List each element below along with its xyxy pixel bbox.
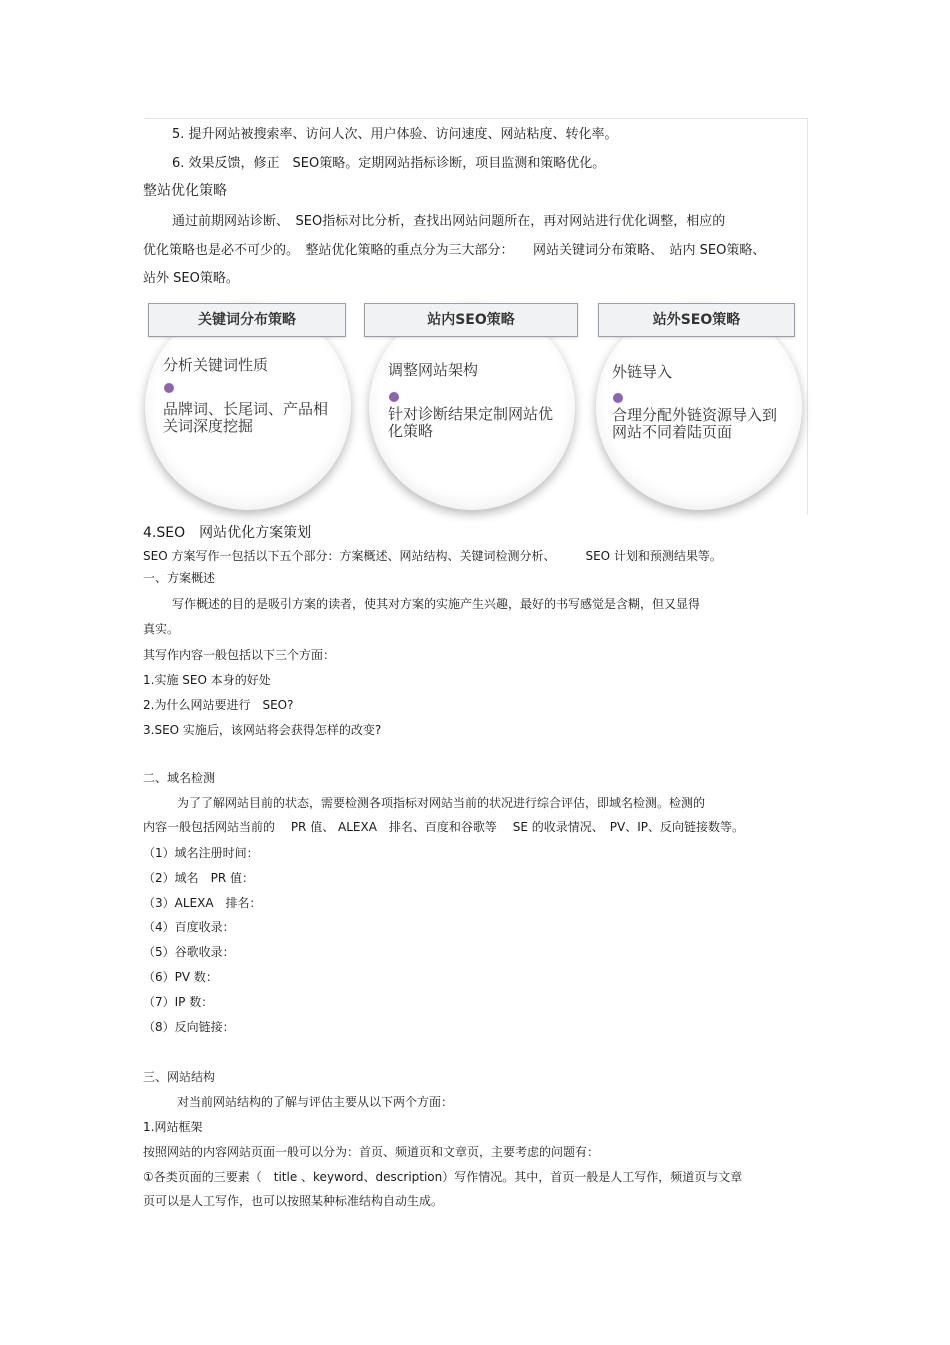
paragraph-line: 站外 SEO策略。 [143, 271, 239, 286]
bullet-dot [164, 383, 174, 393]
card-point: 分析关键词性质 [163, 356, 269, 374]
card-title: 站外SEO策略 [598, 303, 795, 337]
list-item: （1）域名注册时间： [143, 846, 259, 860]
card-point: 品牌词、长尾词、产品相关词深度挖掘 [163, 400, 329, 435]
paragraph-line: 其写作内容一般包括以下三个方面： [143, 648, 336, 662]
list-item: （3）ALEXA 排名： [143, 896, 262, 910]
paragraph-line: 为了了解网站目前的状态，需要检测各项指标对网站当前的状况进行综合评估，即域名检测。检测的 [177, 796, 706, 810]
subsection-title: 三、网站结构 [143, 1070, 216, 1084]
list-item: 3.SEO 实施后，该网站将会获得怎样的改变? [143, 723, 382, 737]
list-item: （6）PV 数： [143, 970, 218, 984]
paragraph-line: 通过前期网站诊断、 SEO指标对比分析，查找出网站问题所在，再对网站进行优化调整，相应的 [172, 214, 726, 229]
list-item: （2）域名 PR 值： [143, 871, 255, 885]
list-item: （5）谷歌收录： [143, 945, 235, 959]
paragraph-line: SEO 方案写作一包括以下五个部分：方案概述、网站结构、关键词检测分析、 SEO 计划和预测结果等。 [143, 549, 722, 563]
list-item: （8）反向链接： [143, 1020, 235, 1034]
card-point: 针对诊断结果定制网站优化策略 [388, 405, 554, 440]
paragraph-line: 真实。 [143, 622, 180, 636]
paragraph-line: 页可以是人工写作，也可以按照某种标准结构自动生成。 [143, 1194, 444, 1208]
list-item-5: 5. 提升网站被搜索率、访问人次、用户体验、访问速度、网站粘度、转化率。 [172, 127, 618, 142]
paragraph-line: 写作概述的目的是吸引方案的读者，使其对方案的实施产生兴趣，最好的书写感觉是含糊，但又显得 [172, 597, 701, 611]
subsection-title: 一、方案概述 [143, 571, 216, 585]
paragraph-line: ①各类页面的三要素（ title 、keyword、description）写作情况。其中，首页一般是人工写作，频道页与文章 [143, 1170, 743, 1184]
list-item: 2.为什么网站要进行 SEO? [143, 698, 294, 712]
paragraph-line: 按照网站的内容网站页面一般可以分为：首页、频道页和文章页，主要考虑的问题有： [143, 1145, 600, 1159]
list-item: （7）IP 数： [143, 995, 214, 1009]
card-title: 站内SEO策略 [364, 303, 578, 337]
card-point: 合理分配外链资源导入到网站不同着陆页面 [612, 406, 778, 441]
bullet-dot [613, 393, 623, 403]
paragraph-line: 对当前网站结构的了解与评估主要从以下两个方面： [177, 1095, 454, 1109]
list-item-6: 6. 效果反馈，修正 SEO策略。定期网站指标诊断，项目监测和策略优化。 [172, 156, 606, 171]
card-point: 调整网站架构 [388, 361, 479, 379]
section-title: 4.SEO 网站优化方案策划 [143, 525, 312, 541]
list-item: 1.网站框架 [143, 1120, 203, 1134]
paragraph-line: 内容一般包括网站当前的 PR 值、 ALEXA 排名、百度和谷歌等 SE 的收录情况、 PV、IP、反向链接数等。 [143, 820, 744, 834]
card-title: 关键词分布策略 [148, 303, 346, 337]
bullet-dot [389, 392, 399, 402]
paragraph-line: 优化策略也是必不可少的。 整站优化策略的重点分为三大部分： 网站关键词分布策略、 站内 SEO策略、 [143, 243, 766, 258]
list-item: （4）百度收录： [143, 920, 235, 934]
list-item: 1.实施 SEO 本身的好处 [143, 673, 271, 687]
section-heading: 整站优化策略 [143, 183, 227, 199]
card-point: 外链导入 [612, 363, 673, 381]
subsection-title: 二、域名检测 [143, 771, 216, 785]
